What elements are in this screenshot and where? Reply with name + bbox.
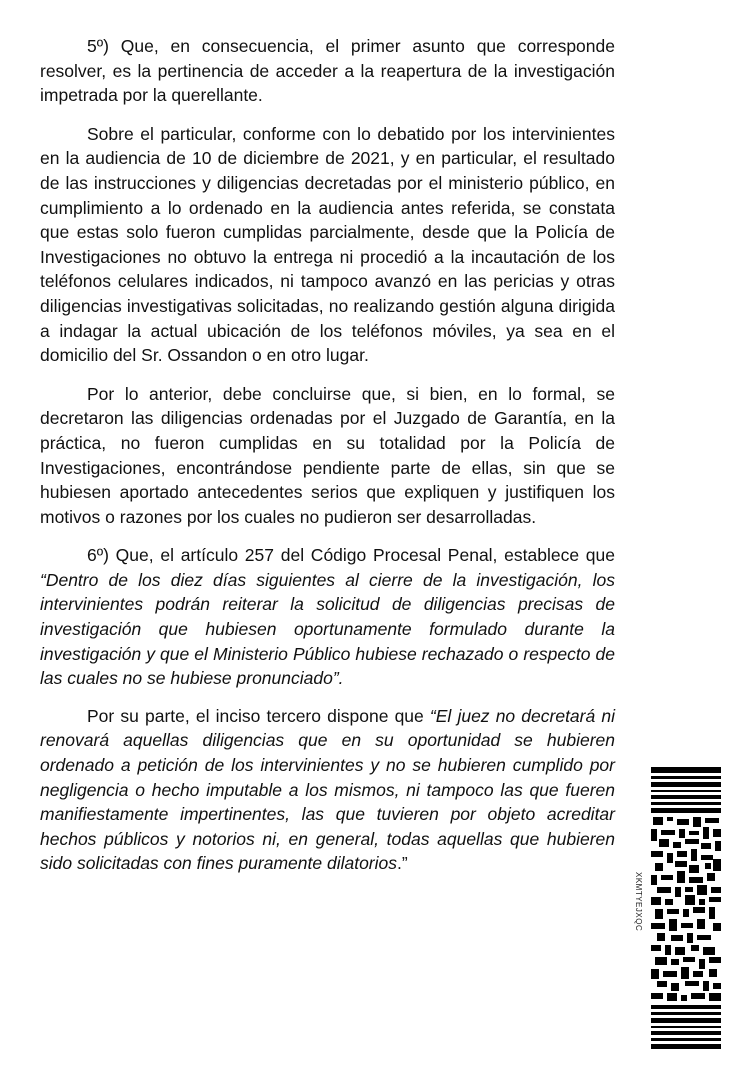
paragraph-particular: Sobre el particular, conforme con lo debatido por los intervinientes en la audiencia de 10 de diciembre de 2021, y en particular, el resultado de las instrucciones y diligencias decretadas por el ministerio público, en cumplimiento a lo ordenado en la audiencia antes referida, se constata que estas solo fueron cumplidas parcialmente, desde que la Policía de Investigaciones no obtuvo la entrega ni procedió a la incautación de los teléfonos celulares indicados, ni tampoco avanzó en las pericias y otras diligencias investigativas solicitadas, no realizando gestión alguna dirigida a indagar la actual ubicación de los teléfonos móviles, ya sea en el domicilio del Sr. Ossandon o en otro lugar. [40, 123, 615, 366]
verification-barcode [651, 767, 721, 1049]
inciso-tercero-quote: “El juez no decretará ni renovará aquellas diligencias que en su oportunidad se hubieren ordenado a petición de los intervinientes y no se hubieren cumplido por negligencia o hecho imputable a los mismos, ni tampoco las que fueren manifiestamente impertinentes, las que tuvieren por objeto acreditar hechos públicos y notorios ni, en general, todas aquellas que hubieren sido solicitadas con fines puramente dilatorios [40, 705, 615, 874]
paragraph-inciso-tercero [40, 704, 615, 876]
paragraph-conclusion: Por lo anterior, debe concluirse que, si bien, en lo formal, se decretaron las diligencias ordenadas por el Juzgado de Garantía, en la práctica, no fueron cumplidas en su totalidad por la Policía de Investigaciones, encontrándose pendiente parte de ellas, sin que se hubiesen aportado antecedentes serios que expliquen y justifiquen los motivos o razones por los cuales no pudieron ser desarrolladas. [40, 383, 615, 527]
paragraph-6-intro: 6º) Que, el artículo 257 del Código Procesal Penal, establece que [87, 545, 615, 566]
barcode-code: XKMTYEJXQC [634, 872, 643, 932]
article-257-quote: “Dentro de los diez días siguientes al cierre de la investigación, los intervinientes podrán reiterar la solicitud de diligencias precisas de investigación que hubiesen oportunamente formulado durante la investigación y que el Ministerio Público hubiese rechazado o respecto de las cuales no se hubiese pronunciado”. [40, 569, 615, 689]
paragraph-inciso-intro: Por su parte, el inciso tercero dispone que [87, 705, 430, 726]
quote-closing: .” [397, 853, 408, 874]
paragraph-5: 5º) Que, en consecuencia, el primer asunto que corresponde resolver, es la pertinencia de acceder a la reapertura de la investigación impetrada por la querellante. [40, 36, 615, 106]
document-body [40, 34, 615, 876]
paragraph-6 [40, 543, 615, 691]
